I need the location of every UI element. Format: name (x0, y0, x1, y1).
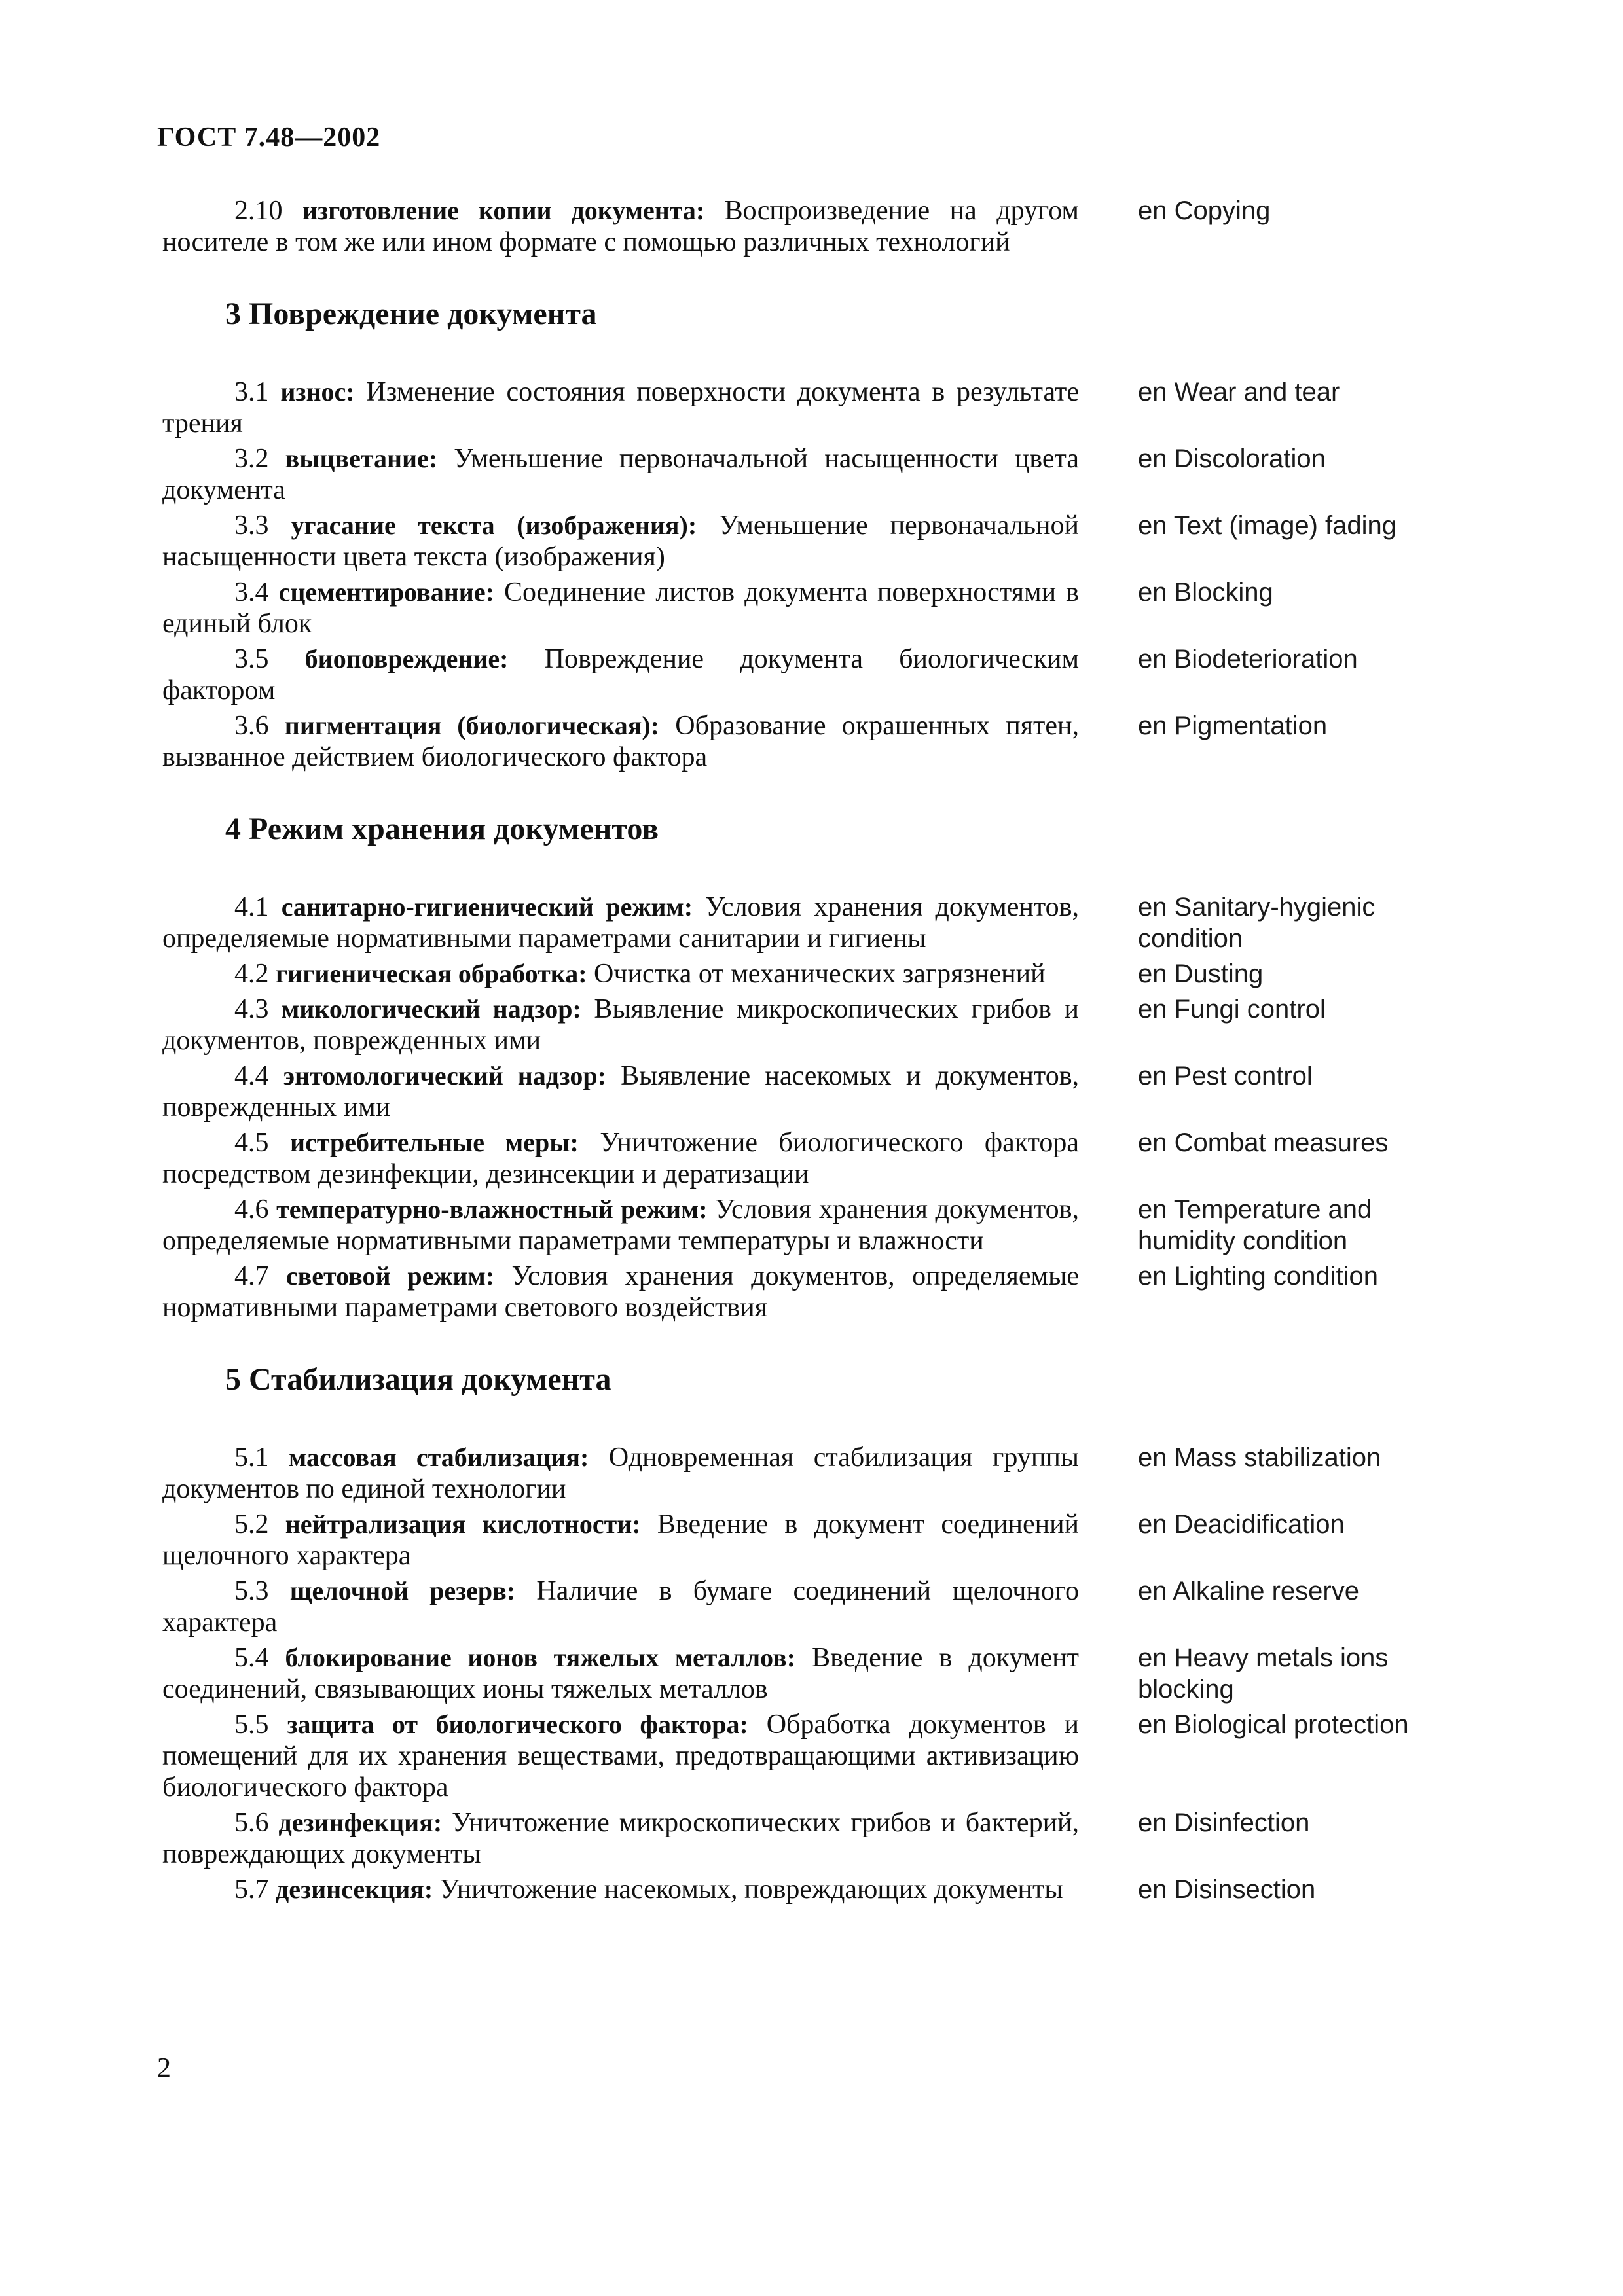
entry-ru-text (162, 1194, 1079, 1257)
entry-term: микологический надзор: (282, 994, 581, 1024)
entry-definition: Выявление микроскопических грибов и документов, поврежденных ими (162, 994, 1080, 1056)
entry-definition: Очистка от механических загрязнений (594, 959, 1046, 989)
entry-term: защита от биологического фактора: (287, 1710, 748, 1739)
entry-en-equivalent: en Combat measures (1138, 1128, 1389, 1157)
term-entry-2-10 (162, 195, 1446, 258)
term-entry-4-5 (162, 1127, 1446, 1190)
entry-number: 5.7 (234, 1874, 269, 1905)
entry-definition: Условия хранения документов, определяемые нормативными параметрами санитарии и гигиены (162, 892, 1080, 954)
entry-number: 3.1 (234, 377, 269, 407)
entry-definition: Уменьшение первоначальной насыщенности цвета текста (изображения) (162, 511, 1080, 572)
entry-number: 3.4 (234, 577, 269, 607)
entry-term: массовая стабилизация: (289, 1443, 589, 1472)
entry-number: 3.6 (234, 711, 269, 741)
entry-term: световой режим: (285, 1261, 495, 1291)
entry-term: нейтрализация кислотности: (285, 1509, 641, 1539)
entry-en-equivalent: en Dusting (1138, 960, 1264, 988)
entry-definition: Введение в документ соединений щелочного характера (162, 1509, 1080, 1571)
term-entry-3-6 (162, 710, 1446, 773)
section-title-3: 3 Повреждение документа (225, 296, 597, 331)
entry-definition: Обработка документов и помещений для их хранения веществами, предотвращающими активизацию биологического фактора (162, 1710, 1079, 1803)
entry-ru-text (162, 1874, 1079, 1905)
term-entry-3-2 (162, 443, 1446, 506)
entry-ru-text (162, 1060, 1079, 1123)
entry-term: гигиеническая обработка: (276, 959, 587, 988)
entry-ru-text (162, 195, 1079, 258)
term-entry-5-5 (162, 1709, 1446, 1803)
entry-term: сцементирование: (278, 577, 494, 607)
entry-en-equivalent: en Pest control (1138, 1062, 1313, 1090)
entry-definition: Выявление насекомых и документов, поврежденных ими (162, 1061, 1080, 1122)
entry-definition: Уничтожение насекомых, повреждающих документы (439, 1874, 1063, 1905)
entry-ru-text (162, 958, 1079, 990)
entry-number: 4.1 (234, 892, 269, 922)
entry-number: 4.6 (234, 1194, 269, 1225)
entry-en-equivalent: en Biological protection (1138, 1710, 1409, 1739)
entry-number: 4.7 (234, 1261, 269, 1291)
entry-number: 3.2 (234, 444, 269, 474)
entry-term: температурно-влажностный режим: (276, 1194, 708, 1224)
entry-term: выцветание: (285, 444, 438, 473)
entry-ru-text (162, 1709, 1079, 1803)
entry-en-equivalent: en Biodeterioration (1138, 645, 1358, 673)
entry-number: 4.2 (234, 959, 269, 989)
term-entry-4-6 (162, 1194, 1446, 1257)
entry-term: дезинфекция: (278, 1808, 443, 1837)
entry-term: пигментация (биологическая): (284, 711, 659, 740)
entry-definition: Воспроизведение на другом носителе в том же или ином формате с помощью различных технологий (162, 196, 1079, 257)
entry-number: 4.4 (234, 1061, 269, 1091)
term-entry-4-3 (162, 994, 1446, 1056)
term-entry-3-5 (162, 643, 1446, 706)
document-header: ГОСТ 7.48—2002 (157, 122, 381, 152)
entry-term: дезинсекция: (276, 1874, 433, 1904)
entry-ru-text (162, 710, 1079, 773)
entry-term: блокирование ионов тяжелых металлов: (285, 1643, 796, 1672)
entry-number: 5.1 (234, 1443, 269, 1473)
entry-en-equivalent: en Pigmentation (1138, 711, 1328, 740)
entry-definition: Условия хранения документов, определяемые нормативными параметрами температуры и влажности (162, 1194, 1079, 1256)
entry-number: 4.5 (234, 1128, 269, 1158)
entry-term: износ: (280, 377, 355, 406)
entry-definition: Соединение листов документа поверхностями в единый блок (162, 577, 1080, 639)
entry-en-equivalent: en Disinsection (1138, 1875, 1316, 1904)
entry-en-equivalent: en Lighting condition (1138, 1262, 1378, 1291)
entry-definition: Уменьшение первоначальной насыщенности цвета документа (162, 444, 1080, 505)
entry-definition: Изменение состояния поверхности документа в результате трения (162, 377, 1080, 439)
entry-definition: Повреждение документа биологическим фактором (162, 644, 1080, 706)
entry-term: биоповреждение: (304, 644, 509, 673)
term-entry-5-2 (162, 1509, 1446, 1571)
section-title-4: 4 Режим хранения документов (225, 812, 659, 846)
entry-en-equivalent: en Deacidification (1138, 1510, 1345, 1539)
term-entry-5-1 (162, 1442, 1446, 1505)
entry-definition: Образование окрашенных пятен, вызванное действием биологического фактора (162, 711, 1079, 772)
entry-en-equivalent: en Temperature and humidity condition (1138, 1195, 1372, 1255)
entry-en-equivalent: en Alkaline reserve (1138, 1577, 1359, 1605)
entry-ru-text (162, 1642, 1079, 1705)
entry-ru-text (162, 1575, 1079, 1638)
term-entry-4-1 (162, 891, 1446, 954)
entry-number: 5.4 (234, 1643, 269, 1673)
entry-term: истребительные меры: (290, 1128, 579, 1157)
entry-definition: Одновременная стабилизация группы документов по единой технологии (162, 1443, 1080, 1504)
entry-ru-text (162, 1509, 1079, 1571)
entry-number: 4.3 (234, 994, 269, 1024)
entry-term: угасание текста (изображения): (291, 511, 697, 540)
term-entry-4-2 (162, 958, 1446, 990)
entry-en-equivalent: en Mass stabilization (1138, 1443, 1381, 1472)
entry-ru-text (162, 643, 1079, 706)
entry-number: 5.6 (234, 1808, 269, 1838)
entry-ru-text (162, 577, 1079, 639)
term-entry-4-7 (162, 1261, 1446, 1323)
entry-ru-text (162, 1261, 1079, 1323)
entry-ru-text (162, 1127, 1079, 1190)
entry-en-equivalent: en Disinfection (1138, 1808, 1310, 1837)
term-entry-5-6 (162, 1807, 1446, 1870)
entry-ru-text (162, 443, 1079, 506)
entry-number: 2.10 (234, 196, 283, 226)
term-entry-5-7 (162, 1874, 1446, 1905)
entry-en-equivalent: en Wear and tear (1138, 378, 1340, 406)
page-number: 2 (157, 2053, 171, 2083)
entry-number: 3.5 (234, 644, 269, 674)
entry-en-equivalent: en Sanitary-hygienic condition (1138, 893, 1376, 953)
entry-definition: Уничтожение биологического фактора посредством дезинфекции, дезинсекции и дератизации (162, 1128, 1080, 1189)
entry-en-equivalent: en Discoloration (1138, 444, 1326, 473)
entry-en-equivalent: en Heavy metals ions blocking (1138, 1643, 1389, 1704)
entry-en-equivalent: en Copying (1138, 196, 1271, 225)
entry-number: 3.3 (234, 511, 269, 541)
entry-term: щелочной резерв: (289, 1576, 516, 1605)
entry-definition: Наличие в бумаге соединений щелочного характера (162, 1576, 1080, 1638)
term-entry-3-3 (162, 510, 1446, 573)
entry-term: энтомологический надзор: (283, 1061, 606, 1090)
term-entry-3-4 (162, 577, 1446, 639)
entry-ru-text (162, 510, 1079, 573)
entry-definition: Введение в документ соединений, связывающих ионы тяжелых металлов (162, 1643, 1080, 1704)
entry-en-equivalent: en Blocking (1138, 578, 1273, 607)
term-entry-3-1 (162, 376, 1446, 439)
entry-ru-text (162, 1807, 1079, 1870)
entry-term: изготовление копии документа: (302, 196, 705, 225)
entry-ru-text (162, 1442, 1079, 1505)
entry-ru-text (162, 376, 1079, 439)
entry-number: 5.5 (234, 1710, 269, 1740)
entry-definition: Условия хранения документов, определяемые нормативными параметрами светового воздействия (162, 1261, 1079, 1323)
term-entry-4-4 (162, 1060, 1446, 1123)
term-entry-5-3 (162, 1575, 1446, 1638)
entry-number: 5.3 (234, 1576, 269, 1606)
entry-ru-text (162, 891, 1079, 954)
entry-en-equivalent: en Text (image) fading (1138, 511, 1397, 540)
section-title-5: 5 Стабилизация документа (225, 1362, 611, 1397)
entry-ru-text (162, 994, 1079, 1056)
entry-en-equivalent: en Fungi control (1138, 995, 1326, 1024)
document-content (162, 195, 1446, 1909)
term-entry-5-4 (162, 1642, 1446, 1705)
entry-definition: Уничтожение микроскопических грибов и бактерий, повреждающих документы (162, 1808, 1080, 1869)
entry-number: 5.2 (234, 1509, 269, 1539)
entry-term: санитарно-гигиенический режим: (281, 892, 693, 922)
